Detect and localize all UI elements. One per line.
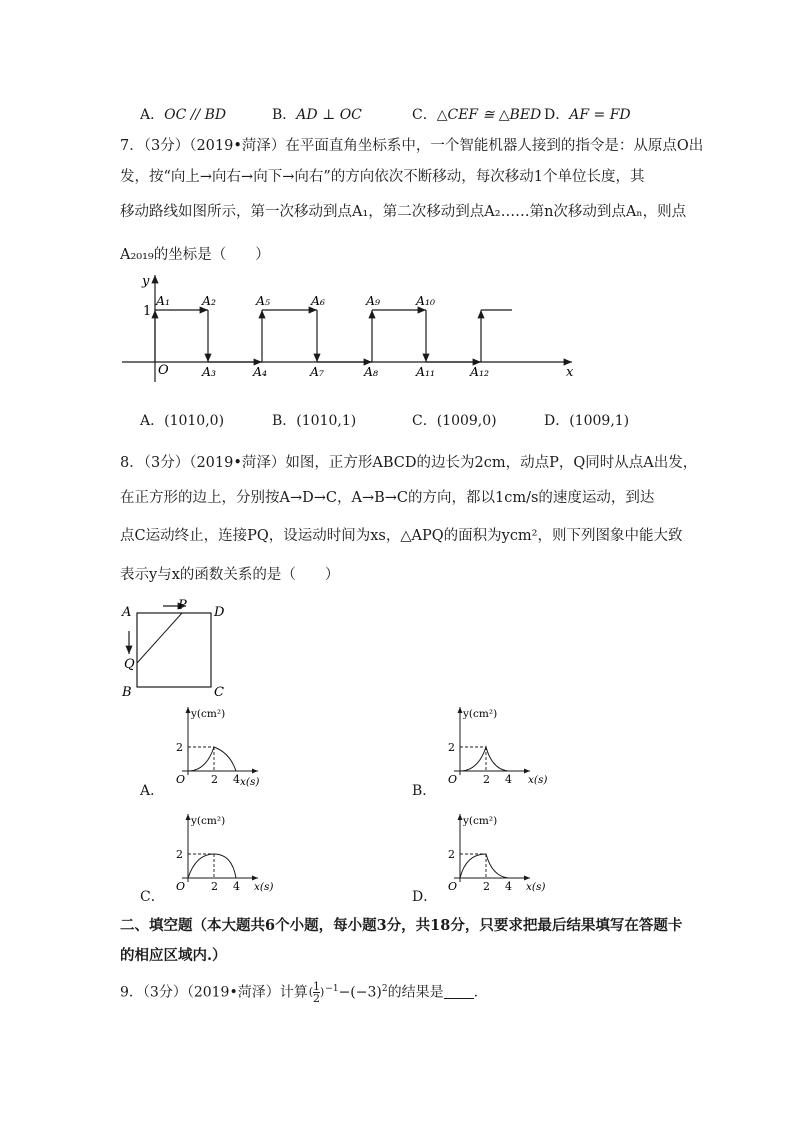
svg-text:2: 2 xyxy=(448,848,455,861)
svg-text:4: 4 xyxy=(505,773,512,786)
graph-c xyxy=(160,810,278,900)
x-axis-label: x xyxy=(566,365,574,380)
q8-square-figure xyxy=(118,596,238,698)
unit-one-label: 1 xyxy=(143,304,152,319)
svg-text:x(s): x(s) xyxy=(240,776,260,788)
q6-option-b: B．AD ⊥ OC xyxy=(272,107,362,123)
q6-option-a: A．OC // BD xyxy=(140,107,227,123)
segment-pq xyxy=(137,613,182,663)
label-a2: A₂ xyxy=(202,293,217,308)
svg-text:2: 2 xyxy=(448,741,455,754)
graph-c-letter: C． xyxy=(140,889,165,905)
q6-option-d: D．AF = FD xyxy=(544,107,631,123)
svg-text:y(cm²): y(cm²) xyxy=(463,708,498,720)
svg-text:2: 2 xyxy=(176,741,183,754)
section-2-heading-line-1: 二、填空题（本大题共6个小题，每小题3分，共18分，只要求把最后结果填写在答题卡 xyxy=(120,917,683,934)
q8-line-4: 表示y与x的函数关系的是（ ） xyxy=(120,567,340,583)
svg-text:2: 2 xyxy=(483,880,490,893)
q7-option-b: B．(1010,1) xyxy=(272,413,357,429)
svg-text:2: 2 xyxy=(211,880,218,893)
svg-text:4: 4 xyxy=(233,880,240,893)
svg-text:4: 4 xyxy=(233,773,240,786)
vertex-c: C xyxy=(214,685,224,698)
label-a5: A₅ xyxy=(256,293,271,308)
curve xyxy=(188,747,236,771)
graph-d xyxy=(432,810,550,900)
svg-text:y(cm²): y(cm²) xyxy=(191,708,226,720)
graph-a-letter: A． xyxy=(140,783,165,799)
graph-b xyxy=(432,703,550,793)
svg-text:2: 2 xyxy=(483,773,490,786)
answer-blank[interactable] xyxy=(444,984,474,999)
label-a1: A₁ xyxy=(156,293,171,308)
robot-path xyxy=(155,310,512,362)
q7-line-3: 移动路线如图所示，第一次移动到点A₁，第二次移动到点A₂……第n次移动到点Aₙ，则点 xyxy=(120,204,687,220)
q7-line-2: 发，按“向上→向右→向下→向右”的方向依次不断移动，每次移动1个单位长度，其 xyxy=(120,169,645,185)
vertex-b: B xyxy=(122,685,132,698)
point-p: P xyxy=(178,598,187,613)
label-a8: A₈ xyxy=(364,364,379,379)
svg-text:x(s): x(s) xyxy=(254,881,274,893)
svg-text:x(s): x(s) xyxy=(526,881,546,893)
graph-d-letter: D． xyxy=(412,889,438,905)
graph-b-letter: B． xyxy=(412,783,437,799)
label-a12: A₁₂ xyxy=(470,364,490,379)
label-a11: A₁₁ xyxy=(416,364,436,379)
q8-line-1: 8．（3分）（2019•菏泽）如图，正方形ABCD的边长为2cm，动点P，Q同时从点A出发， xyxy=(120,455,698,471)
graph-a xyxy=(160,703,260,793)
svg-text:y(cm²): y(cm²) xyxy=(191,815,226,827)
section-2-heading-line-2: 的相应区域内.） xyxy=(120,947,227,964)
svg-text:2: 2 xyxy=(211,773,218,786)
svg-text:O: O xyxy=(176,880,186,893)
curve xyxy=(460,747,508,771)
q7-line-4: A₂₀₁₉的坐标是（ ） xyxy=(120,247,270,263)
label-a7: A₇ xyxy=(310,364,325,379)
curve xyxy=(460,854,508,878)
svg-text:y(cm²): y(cm²) xyxy=(463,815,498,827)
y-axis-label: y xyxy=(142,274,150,289)
q9-line: 9．（3分）（2019•菏泽）计算( $\frac{1}{2}$ )$^{-1}-(-3)^2$的结果是 . xyxy=(120,980,479,1005)
point-q: Q xyxy=(124,657,135,672)
label-a3: A₃ xyxy=(202,364,217,379)
q7-line-1: 7．（3分）（2019•菏泽）在平面直角坐标系中，一个智能机器人接到的指令是：从原点O出 xyxy=(120,138,704,154)
vertex-d: D xyxy=(214,605,225,620)
q8-line-3: 点C运动终止，连接PQ，设运动时间为xs，△APQ的面积为ycm²，则下列图象中能大致 xyxy=(120,528,683,544)
vertex-a: A xyxy=(122,605,132,620)
origin-label: O xyxy=(158,363,169,378)
q7-option-a: A．(1010,0) xyxy=(140,413,225,429)
curve xyxy=(188,854,236,878)
svg-text:2: 2 xyxy=(176,848,183,861)
q7-path-figure xyxy=(110,270,590,385)
svg-text:x(s): x(s) xyxy=(528,774,548,786)
svg-text:4: 4 xyxy=(505,880,512,893)
q7-option-c: C．(1009,0) xyxy=(412,413,497,429)
q8-line-2: 在正方形的边上，分别按A→D→C，A→B→C的方向，都以1cm/s的速度运动，到达 xyxy=(120,490,655,506)
label-a10: A₁₀ xyxy=(416,293,436,308)
svg-text:O: O xyxy=(448,880,458,893)
q7-option-d: D．(1009,1) xyxy=(544,413,630,429)
label-a6: A₆ xyxy=(311,293,326,308)
label-a9: A₉ xyxy=(366,293,381,308)
svg-text:O: O xyxy=(176,773,186,786)
q6-option-c: C．△CEF ≅ △BED xyxy=(412,107,542,123)
label-a4: A₄ xyxy=(253,364,268,379)
svg-text:O: O xyxy=(448,773,458,786)
